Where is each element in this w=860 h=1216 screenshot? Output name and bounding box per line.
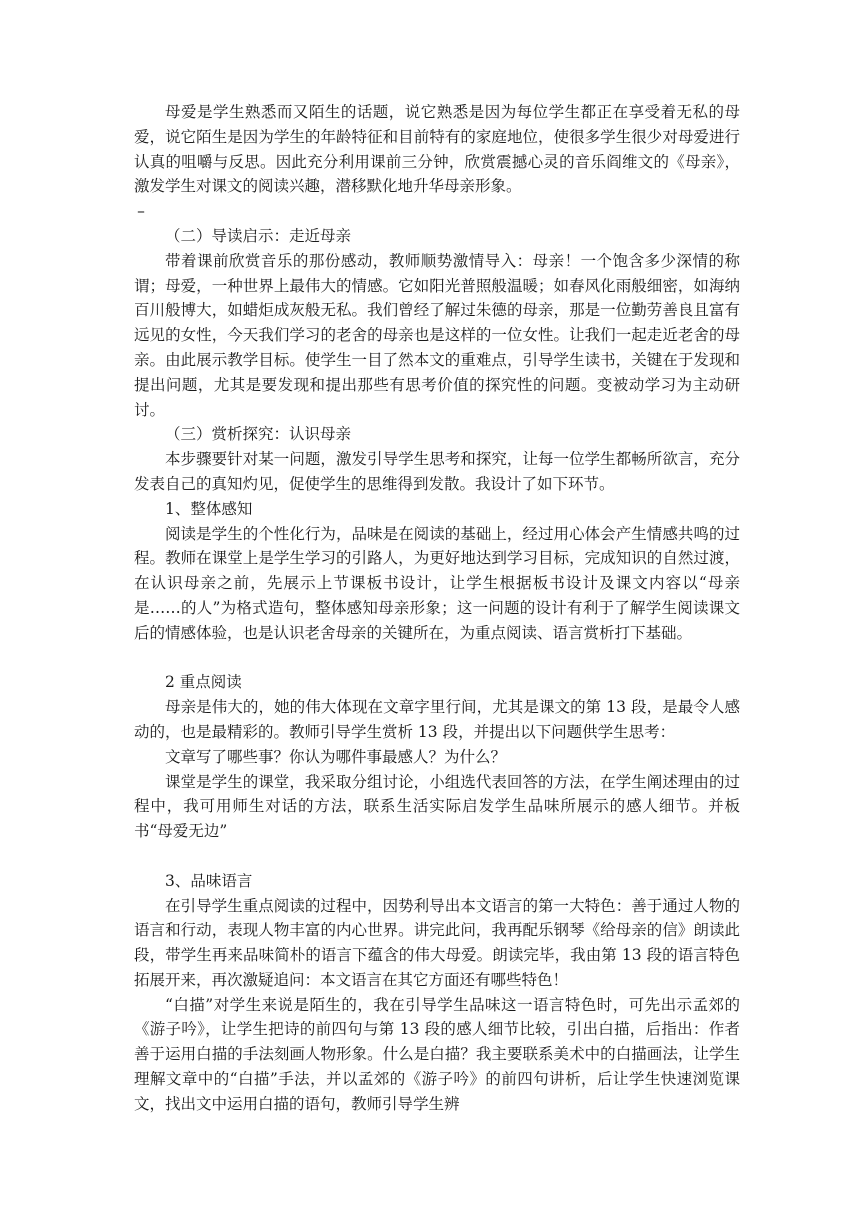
paragraph-overall: 阅读是学生的个性化行为，品味是在阅读的基础上，经过用心体会产生情感共鸣的过程。教师在课堂上是学生学习的引路人，为更好地达到学习目标，完成知识的自然过渡，在认识母亲之前，先展示上节课板书设计，让学生根据板书设计及课文内容以“母亲是……的人”为格式造句，整体感知母亲形象；这一问题的设计有利于了解学生阅读课文后的情感体验，也是认识老舍母亲的关键所在，为重点阅读、语言赏析打下基础。 [134, 524, 740, 642]
paragraph-discussion: 课堂是学生的课堂，我采取分组讨论，小组选代表回答的方法，在学生阐述理由的过程中，我可用师生对话的方法，联系生活实际启发学生品味所展示的感人细节。并板书“母爱无边” [134, 772, 740, 841]
paragraph-explore: 本步骤要针对某一问题，激发引导学生思考和探究，让每一位学生都畅所欲言，充分发表自己的真知灼见，促使学生的思维得到发散。我设计了如下环节。 [134, 450, 740, 493]
section-heading-2: （二）导读启示：走近母亲 [165, 226, 352, 245]
paragraph-intro: 母爱是学生熟悉而又陌生的话题，说它熟悉是因为每位学生都正在享受着无私的母爱，说它陌生是因为学生的年龄特征和目前特有的家庭地位，使很多学生很少对母爱进行认真的咀嚼与反思。因此充分利用课前三分钟，欣赏震撼心灵的音乐阎维文的《母亲》，激发学生对课文的阅读兴趣，潜移默化地升华母亲形象。 [134, 103, 740, 196]
subheading-overall: 1、整体感知 [165, 499, 253, 518]
stray-dash: – [137, 202, 145, 221]
paragraph-question: 文章写了哪些事？你认为哪件事最感人？为什么？ [165, 747, 507, 766]
section-heading-3: （三）赏析探究：认识母亲 [165, 425, 352, 444]
blank-line [134, 646, 740, 671]
paragraph-language: 在引导学生重点阅读的过程中，因势利导出本文语言的第一大特色：善于通过人物的语言和行动，表现人物丰富的内心世界。讲完此问，我再配乐钢琴《给母亲的信》朗读此段，带学生再来品味简朴的语言下蕴含的伟大母爱。朗读完毕，我由第 13 段的语言特色拓展开来，再次激疑追问：本文语言在其它方面还有哪些特色！ [134, 896, 740, 989]
subheading-language: 3、品味语言 [165, 871, 253, 890]
paragraph-lead-in: 带着课前欣赏音乐的那份感动，教师顺势激情导入：母亲！一个饱含多少深情的称谓；母爱，一种世界上最伟大的情感。它如阳光普照般温暖；如春风化雨般细密，如海纳百川般博大，如蜡炬成灰般无私。我们曾经了解过朱德的母亲，那是一位勤劳善良且富有远见的女性，今天我们学习的老舍的母亲也是这样的一位女性。让我们一起走近老舍的母亲。由此展示教学目标。使学生一目了然本文的重难点，引导学生读书，关键在于发现和提出问题，尤其是要发现和提出那些有思考价值的探究性的问题。变被动学习为主动研讨。 [134, 251, 740, 419]
document-page [134, 100, 740, 1117]
paragraph-key-reading: 母亲是伟大的，她的伟大体现在文章字里行间，尤其是课文的第 13 段，是最令人感动的，也是最精彩的。教师引导学生赏析 13 段，并提出以下问题供学生思考： [134, 698, 740, 741]
blank-line [134, 844, 740, 869]
subheading-key-reading: 2 重点阅读 [165, 673, 242, 692]
paragraph-baimiao: “白描”对学生来说是陌生的，我在引导学生品味这一语言特色时，可先出示孟郊的《游子吟》，让学生把诗的前四句与第 13 段的感人细节比较，引出白描，后指出：作者善于运用白描的手法刻画人物形象。什么是白描？我主要联系美术中的白描画法，让学生理解文章中的“白描”手法，并以孟郊的《游子吟》的前四句讲析，后让学生快速浏览课文，找出文中运用白描的语句，教师引导学生辨 [134, 995, 740, 1113]
